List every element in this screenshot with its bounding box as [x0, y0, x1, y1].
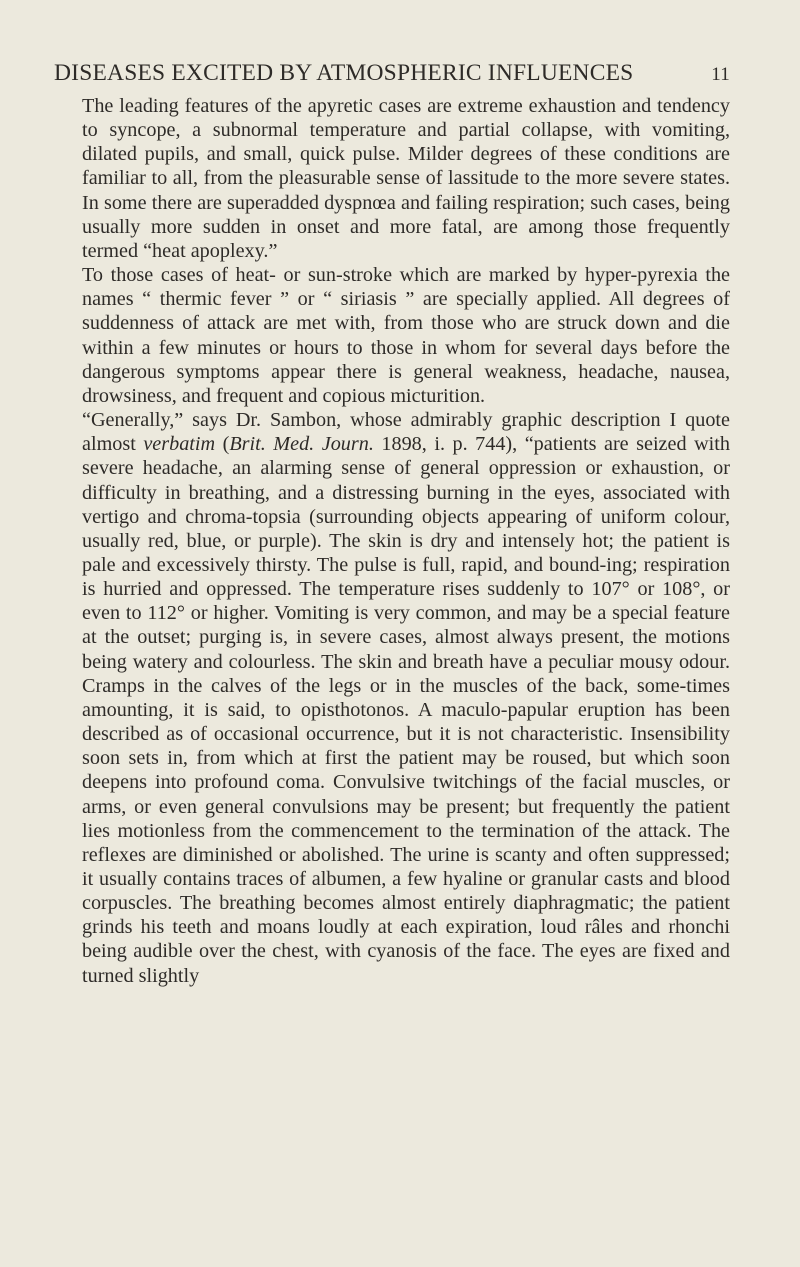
quote-rest: 1898, i. p. 744), “patients are seized with severe headache, an alarming sense of general oppression or exhaustion, or difficulty in breathing, and a distressing burning in the eyes, associated with vertigo and chroma-topsia (surrounding objects appearing of uniform colour, usually red, blue, or purple). The skin is dry and intensely hot; the patient is pale and excessively thirsty. The pulse is full, rapid, and bound-ing; respiration is hurried and oppressed. The temperature rises suddenly to 107° or 108°, or even to 112° or higher. Vomiting is very common, and may be a special feature at the outset; purging is, in severe cases, almost always present, the motions being watery and colourless. The skin and breath have a peculiar mousy odour. Cramps in the calves of the legs or in the muscles of the back, some-times amounting, it is said, to opisthotonos. A maculo-papular eruption has been described as of occasional occurrence, but it is not characteristic. Insensibility soon sets in, from which at first the patient may be roused, but which soon deepens into profound coma. Convulsive twitchings of the facial muscles, or arms, or even general convulsions may be present; but frequently the patient lies motionless from the commencement to the termination of the attack. The reflexes are diminished or abolished. The urine is scanty and often suppressed; it usually contains traces of albumen, a few hyaline or granular casts and blood corpuscles. The breathing becomes almost entirely diaphragmatic; the patient grinds his teeth and moans loudly at each expiration, loud râles and rhonchi being audible over the chest, with cyanosis of the face. The eyes are fixed and turned slightly [82, 433, 730, 987]
quote-lead: “Generally,” says Dr. Sambon, whose admirably graphic description I quote almost [82, 409, 730, 456]
page-number: 11 [711, 64, 730, 85]
quote-italic-journal: Brit. Med. Journ. [229, 433, 374, 456]
quote-italic-verbatim: verbatim [143, 433, 216, 456]
quote-mid: ( [215, 433, 230, 456]
paragraph-apyretic-cases: The leading features of the apyretic cases are extreme exhaustion and tendency to syncope, a subnormal temperature and partial collapse, with vomiting, dilated pupils, and small, quick pulse. Milder degrees of these conditions are familiar to all, from the pleasurable sense of lassitude to the more severe states. In some there are superadded dyspnœa and failing respiration; such cases, being usually more sudden in onset and more fatal, are among those frequently termed “heat apoplexy.” [82, 95, 730, 262]
running-head [54, 58, 730, 88]
body-text [82, 94, 730, 988]
paragraph-sambon-quote [82, 408, 730, 988]
running-head-title: DISEASES EXCITED BY ATMOSPHERIC INFLUENCES [54, 60, 634, 86]
paragraph-thermic-fever: To those cases of heat- or sun-stroke which are marked by hyper-pyrexia the names “ thermic fever ” or “ siriasis ” are specially applied. All degrees of suddenness of attack are met with, from those who are struck down and die within a few minutes or hours to those in whom for several days before the dangerous symptoms appear there is general weakness, headache, nausea, drowsiness, and frequent and copious micturition. [82, 264, 730, 407]
